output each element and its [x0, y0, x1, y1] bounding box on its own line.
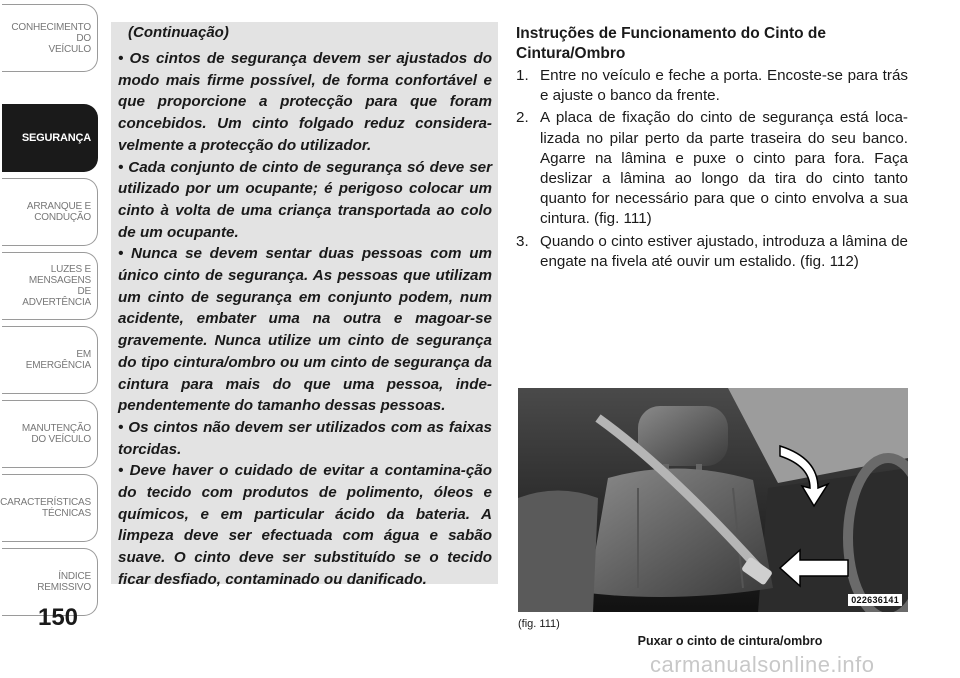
steps-list [516, 66, 908, 272]
continuation-label: (Continuação) [128, 24, 229, 41]
warning-text [118, 48, 492, 591]
step-text: Entre no veículo e feche a porta. Encoste-se para trás e ajuste o banco da frente. [540, 67, 908, 105]
step-text: Quando o cinto estiver ajustado, introduza a lâmina de engate na fivela até ouvir um estalido. (fig. 112) [540, 232, 908, 270]
step-number: 1. [516, 67, 529, 84]
instructions-section [516, 24, 908, 274]
tab-caracteristicas-tecnicas[interactable]: CARACTERÍSTICAS TÉCNICAS [2, 474, 98, 542]
tab-seguranca[interactable]: SEGURANÇA [2, 104, 98, 172]
tab-luzes-e-mensagens[interactable]: LUZES E MENSAGENS DE ADVERTÊNCIA [2, 252, 98, 320]
car-seat-illustration [518, 388, 908, 612]
seat-belt-figure [518, 388, 908, 612]
step-item [516, 66, 908, 106]
warning-bullet: • Os cintos não devem ser utilizados com as faixas torcidas. [118, 418, 492, 458]
chapter-sidebar [0, 0, 102, 640]
figure-code: 022636141 [848, 594, 902, 606]
warning-bullet: • Os cintos de segurança devem ser ajustados do modo mais firme possível, de forma confortável e que proporcione a protecção para que foram concebidos. Um cinto folgado reduz considera-velmente a protecção do utilizador. [118, 50, 492, 154]
tab-indice-remissivo[interactable]: ÍNDICE REMISSIVO [2, 548, 98, 616]
warning-bullet: • Cada conjunto de cinto de segurança só deve ser utilizado por um ocupante; é perigoso colocar um cinto à volta de uma criança transportada ao colo de um ocupante. [118, 158, 492, 241]
tab-em-emergencia[interactable]: EM EMERGÊNCIA [2, 326, 98, 394]
warning-bullet: • Deve haver o cuidado de evitar a contamina-ção do tecido com produtos de polimento, óleos e químicos, e em particular ácido da bateria. A limpeza deve ser efectuada com água e sabão suave. O cinto deve ser substituído se o tecido ficar desfiado, contaminado ou danificado. [118, 462, 492, 588]
warning-bullet: • Nunca se devem sentar duas pessoas com um único cinto de segurança. As pessoas que utilizam um cinto de segurança em conjunto podem, num acidente, embater uma na outra e magoar-se gravemente. Nunca utilize um cinto de segurança do tipo cintura/ombro ou um cinto de segurança da cintura para mais do que uma pessoa, inde-pendentemente do tamanho dessas pessoas. [118, 245, 492, 415]
figure-caption: Puxar o cinto de cintura/ombro [637, 634, 823, 648]
step-number: 3. [516, 232, 529, 250]
step-number: 2. [516, 109, 529, 127]
step-text: A placa de fixação do cinto de segurança está loca-lizada no pilar perto da parte traseira do seu banco. Agarre na lâmina e puxe o cinto para fora. Faça deslizar a lâmina ao longo da tira do cinto tanto quanto for necessário para que o cinto envolva a sua cintura. (fig. 111) [540, 109, 908, 228]
watermark: carmanualsonline.info [650, 652, 875, 677]
step-item [516, 232, 908, 272]
tab-conhecimento-do-veiculo[interactable]: CONHECIMENTO DO VEÍCULO [2, 4, 98, 72]
tab-arranque-e-conducao[interactable]: ARRANQUE E CONDUÇÃO [2, 178, 98, 246]
section-title: Instruções de Funcionamento do Cinto de Cintura/Ombro [516, 25, 827, 62]
figure-reference: (fig. 111) [518, 618, 560, 630]
tab-manutencao-do-veiculo[interactable]: MANUTENÇÃO DO VEÍCULO [2, 400, 98, 468]
page-number: 150 [37, 604, 79, 631]
step-item [516, 108, 908, 229]
